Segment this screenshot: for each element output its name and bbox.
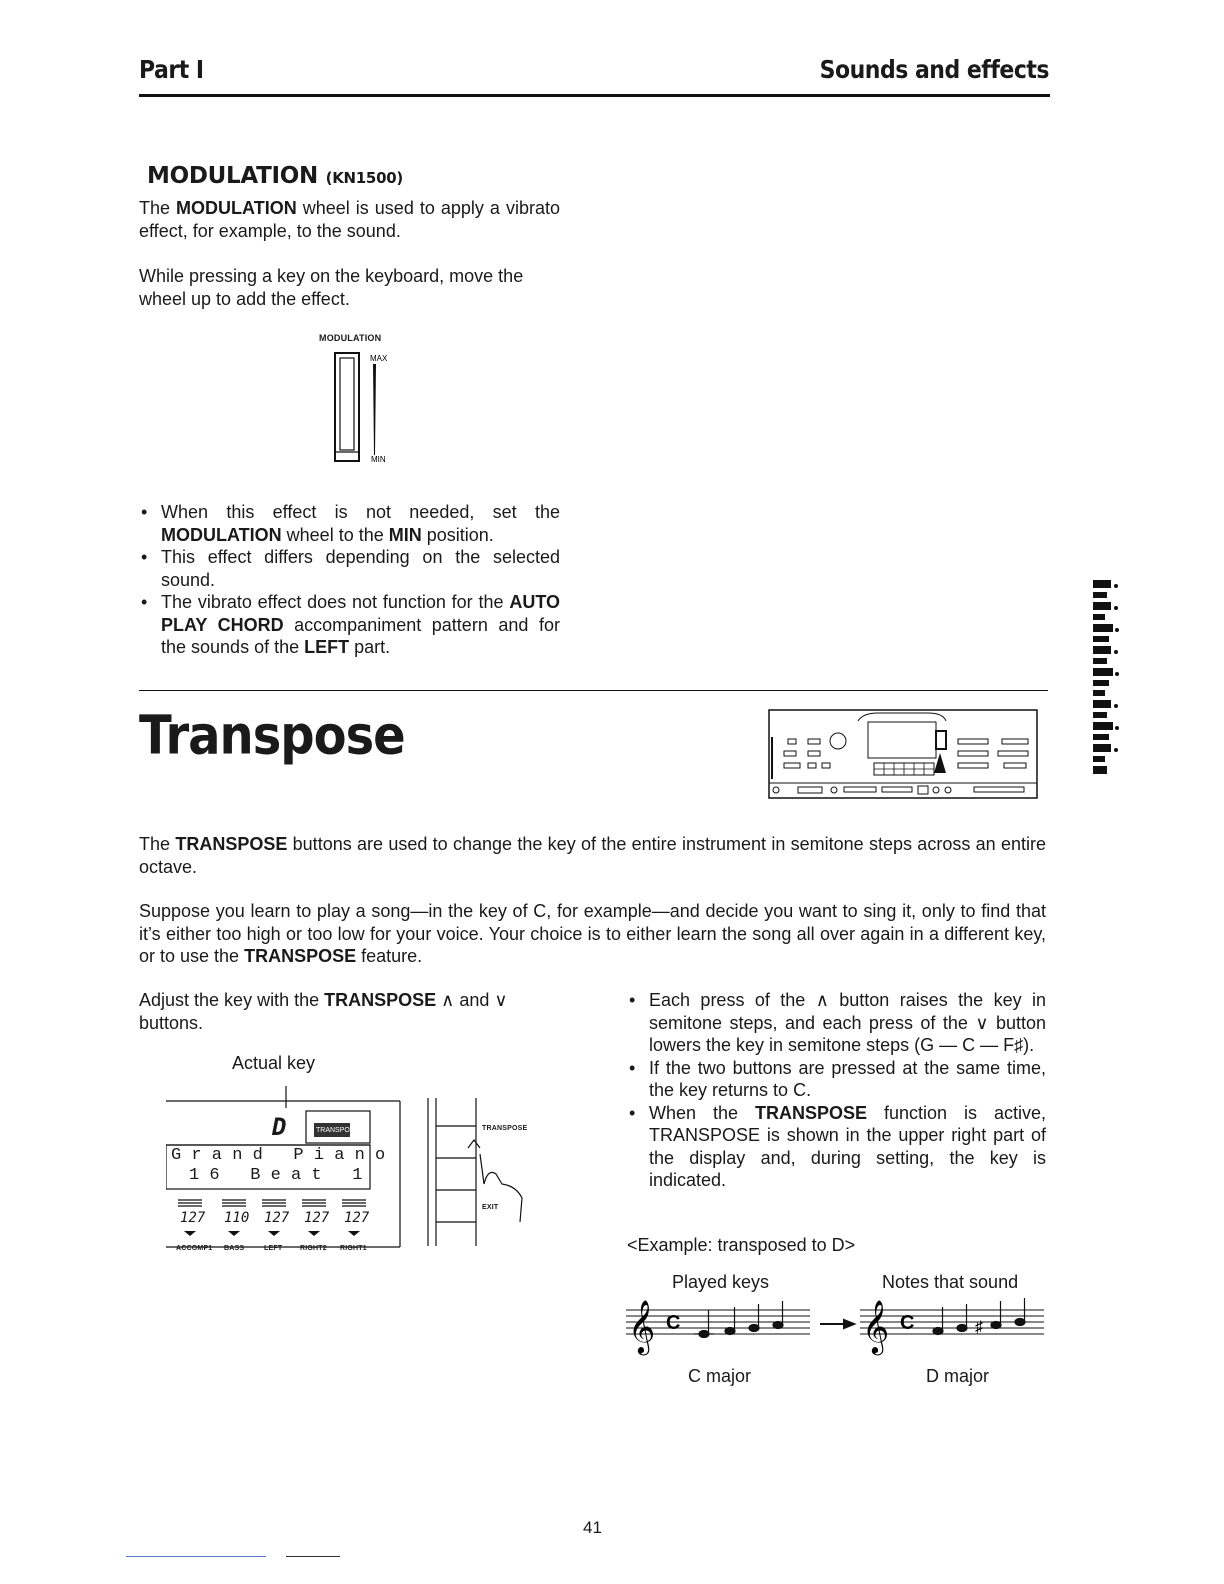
played-keys-caption: Played keys (672, 1272, 770, 1292)
part-right2: RIGHT2 (300, 1245, 327, 1252)
vol-accomp1: 127 (180, 1210, 206, 1226)
header-part: Part I (139, 56, 204, 85)
page-number: 41 (583, 1518, 602, 1537)
list-item: • When this effect is not needed, set the MODULATION wheel to the MIN position. (139, 501, 560, 546)
lcd-line-1: G r a n d P i a n o (171, 1146, 386, 1165)
time-signature: C (900, 1312, 915, 1334)
part-right1: RIGHT1 (340, 1245, 367, 1252)
svg-text:MAX: MAX (370, 354, 388, 363)
lcd-line-2: 1 6 B e a t 1 (189, 1166, 363, 1185)
list-item: • When the TRANSPOSE function is active, TRANSPOSE is shown in the upper right part of the display and, during setting, the key is indicated. (627, 1102, 1046, 1192)
transpose-button-label: TRANSPOSE (482, 1125, 528, 1132)
scan-line (286, 1556, 340, 1557)
list-item: • If the two buttons are pressed at the same time, the key returns to C. (627, 1057, 1046, 1102)
section-rule (139, 690, 1048, 691)
modulation-wheel-figure (300, 330, 420, 470)
vol-right1: 127 (344, 1210, 370, 1226)
transpose-badge: TRANSPOSE (316, 1127, 360, 1134)
treble-clef-icon: 𝄞 (862, 1300, 890, 1352)
part-left: LEFT (264, 1245, 283, 1252)
panel-locator-diagram (768, 709, 1040, 801)
list-item: • The vibrato effect does not function for the AUTO PLAY CHORD accompaniment pattern and for the sounds of the LEFT part. (139, 591, 560, 659)
vol-left: 127 (264, 1210, 290, 1226)
part-accomp1: ACCOMP1 (176, 1245, 213, 1252)
header-section: Sounds and effects (819, 56, 1049, 85)
scan-line (126, 1556, 266, 1557)
modulation-bullets (139, 501, 560, 659)
treble-clef-icon: 𝄞 (628, 1300, 656, 1352)
d-major-caption: D major (926, 1366, 990, 1386)
key-indicator: D (272, 1113, 287, 1141)
list-item: • Each press of the ∧ button raises the key in semitone steps, and each press of the ∨ button lowers the key in semitone steps (G — C — F♯). (627, 989, 1046, 1057)
sharp-icon: ♯ (975, 1319, 983, 1336)
list-item: • This effect differs depending on the selected sound. (139, 546, 560, 591)
modulation-figure-label: MODULATION (319, 333, 382, 343)
example-title: <Example: transposed to D> (627, 1235, 856, 1255)
modulation-wheel-icon (300, 330, 420, 470)
notes-sound-caption: Notes that sound (882, 1272, 1019, 1292)
transpose-buttons-icon (426, 1098, 546, 1248)
time-signature: C (666, 1312, 681, 1334)
modulation-heading: MODULATION (KN1500) (147, 163, 403, 189)
exit-button-label: EXIT (482, 1204, 499, 1211)
modulation-para2: While pressing a key on the keyboard, move the wheel up to add the effect. (139, 266, 524, 309)
transpose-intro: The TRANSPOSE buttons are used to change the key of the entire instrument in semitone steps across an entire octave. (139, 834, 1046, 877)
actual-key-caption: Actual key (232, 1053, 316, 1073)
music-staff-example (618, 1296, 1048, 1360)
transpose-bullets (627, 989, 1046, 1192)
part-bass: BASS (224, 1245, 245, 1252)
vol-bass: 110 (224, 1210, 250, 1226)
header-rule (139, 94, 1050, 97)
thumb-index-tab (1091, 578, 1125, 782)
lcd-display-figure (166, 1083, 406, 1259)
c-major-caption: C major (688, 1366, 752, 1386)
transpose-buttons-figure (426, 1098, 546, 1248)
svg-text:MIN: MIN (371, 455, 386, 464)
modulation-para1: The MODULATION wheel is used to apply a vibrato effect, for example, to the sound. (139, 198, 560, 241)
transpose-title: Transpose (139, 704, 405, 767)
transpose-para2: Suppose you learn to play a song—in the key of C, for example—and decide you want to sing it, only to find that it’s either too high or too low for your voice. Your choice is to either learn the song all over again in a different key, or to use the TRANSPOSE feature. (139, 901, 1046, 966)
vol-right2: 127 (304, 1210, 330, 1226)
transpose-adjust-text: Adjust the key with the TRANSPOSE ∧ and ∨ buttons. (139, 990, 508, 1033)
